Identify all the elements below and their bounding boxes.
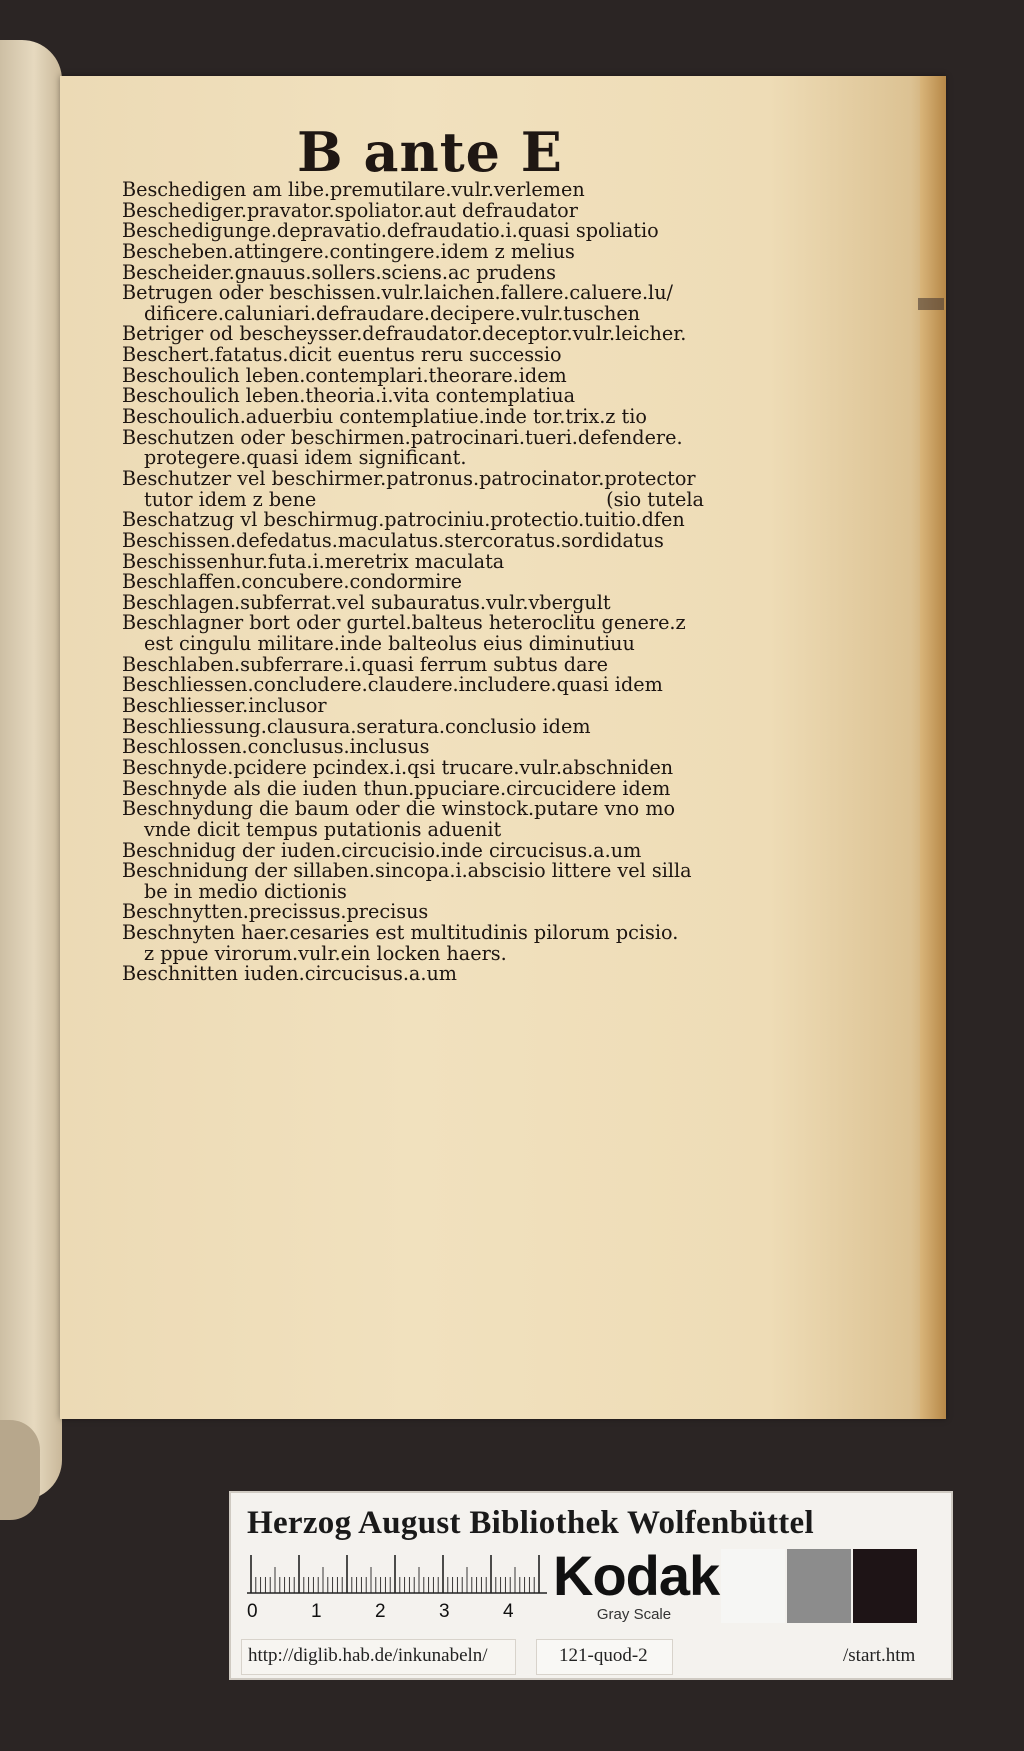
entry-line	[122, 861, 762, 882]
color-reference-card	[229, 1491, 953, 1680]
entry-line	[122, 902, 762, 923]
entry-line	[122, 572, 762, 593]
entry-line	[122, 799, 762, 820]
adjacent-page-corner	[0, 1420, 40, 1520]
entry-line	[122, 737, 762, 758]
item-id: 121-quod-2	[559, 1645, 648, 1666]
entry-line	[122, 923, 762, 944]
entry-text: Beschnidug der iuden.circucisio.inde circucisus.a.um	[122, 840, 642, 862]
entry-text: Beschoulich.aduerbiu contemplatiue.inde tor.trix.z tio	[122, 407, 647, 428]
entry-text: Beschutzen oder beschirmen.patrocinari.tueri.defendere.	[122, 427, 683, 449]
entry-text: Beschedigen am libe.premutilare.vulr.verlemen	[122, 180, 585, 201]
entry-line	[122, 655, 762, 676]
entry-line	[122, 841, 762, 862]
entry-line	[122, 531, 762, 552]
entry-line	[122, 469, 762, 490]
entry-text: Beschnidung der sillaben.sincopa.i.abscisio littere vel silla	[122, 861, 692, 882]
entry-text: Beschissen.defedatus.maculatus.stercoratus.sordidatus	[122, 530, 664, 552]
url-row	[231, 1639, 951, 1677]
entry-line	[122, 304, 762, 325]
entry-line	[122, 201, 762, 222]
page-edge-mark	[918, 298, 944, 310]
entry-line	[122, 634, 762, 655]
entry-text: Beschert.fatatus.dicit euentus reru successio	[122, 345, 562, 366]
entry-line	[122, 944, 762, 965]
entry-text: protegere.quasi idem significant.	[144, 448, 467, 469]
ruler-number: 4	[503, 1601, 514, 1622]
ruler-numbers	[247, 1601, 557, 1625]
gray-scale-label: Gray Scale	[596, 1606, 672, 1623]
entry-right-text: (sio tutela	[606, 489, 704, 511]
adjacent-page-edge	[0, 40, 62, 1500]
entry-text: Beschnydung die baum oder die winstock.putare vno mo	[122, 799, 676, 820]
ruler-number: 3	[439, 1601, 450, 1622]
entry-line	[122, 324, 762, 345]
entry-text: Beschlaffen.concubere.condormire	[122, 572, 462, 593]
entry-line	[122, 696, 762, 717]
entry-text: be in medio dictionis	[144, 881, 347, 903]
entry-line	[122, 613, 762, 634]
book-page	[60, 76, 946, 1419]
gray-swatch-mid	[787, 1549, 851, 1623]
entry-line	[122, 386, 762, 407]
entry-text: Beschissenhur.futa.i.meretrix maculata	[122, 551, 505, 573]
entry-text: vnde dicit tempus putationis aduenit	[144, 819, 502, 841]
entry-text: Beschoulich leben.contemplari.theorare.idem	[122, 365, 567, 387]
entry-line	[122, 345, 762, 366]
entry-line	[122, 428, 762, 449]
entry-line	[122, 820, 762, 841]
entry-text: Beschnytten.precissus.precisus	[122, 902, 429, 924]
entry-line	[122, 283, 762, 304]
entry-text: z ppue virorum.vulr.ein locken haers.	[144, 943, 507, 965]
entry-line	[122, 593, 762, 614]
entry-text: tutor idem z bene	[144, 489, 317, 511]
entry-line	[122, 675, 762, 696]
entry-text: dificere.caluniari.defraudare.decipere.vulr.tuschen	[144, 303, 641, 325]
entry-text: Betrugen oder beschissen.vulr.laichen.fallere.caluere.lu/	[122, 283, 674, 304]
entry-text: Beschlagen.subferrat.vel subauratus.vulr.vbergult	[122, 592, 611, 614]
entry-line	[122, 490, 704, 511]
entry-line	[122, 717, 762, 738]
entry-text: Beschlossen.conclusus.inclusus	[122, 737, 430, 758]
ruler-number: 0	[247, 1601, 258, 1622]
entry-text: Beschnyde.pcidere pcindex.i.qsi trucare.vulr.abschniden	[122, 757, 674, 779]
entry-line	[122, 221, 762, 242]
entry-line	[122, 882, 762, 903]
url-suffix: /start.htm	[843, 1645, 916, 1666]
entry-text: Betriger od bescheysser.defraudator.deceptor.vulr.leicher.	[122, 324, 687, 346]
gray-swatch-white	[721, 1549, 785, 1623]
entry-text: Beschedigunge.depravatio.defraudatio.i.quasi spoliatio	[122, 221, 659, 242]
entry-line	[122, 242, 762, 263]
ruler-number: 2	[375, 1601, 386, 1622]
entry-line	[122, 180, 762, 201]
gray-swatch-black	[853, 1549, 917, 1623]
library-name: Herzog August Bibliothek Wolfenbüttel	[247, 1505, 814, 1541]
entry-line	[122, 407, 762, 428]
entry-line	[122, 263, 762, 284]
kodak-logo: Kodak	[553, 1544, 720, 1607]
entry-text: Beschlaben.subferrare.i.quasi ferrum subtus dare	[122, 654, 609, 676]
entry-line	[122, 366, 762, 387]
entry-line	[122, 552, 762, 573]
entry-text: Beschutzer vel beschirmer.patronus.patrocinator.protector	[122, 468, 696, 490]
entry-line	[122, 964, 762, 985]
ruler-scale	[247, 1555, 547, 1595]
entry-line	[122, 448, 762, 469]
entry-text: Bescheider.gnauus.sollers.sciens.ac prudens	[122, 262, 556, 284]
entry-text: Beschatzug vl beschirmug.patrociniu.protectio.tuitio.dfen	[122, 510, 685, 531]
entry-text: Beschnitten iuden.circucisus.a.um	[122, 964, 458, 985]
entry-text: Beschliessung.clausura.seratura.conclusio idem	[122, 716, 591, 738]
entry-line	[122, 779, 762, 800]
page-fore-edge	[920, 76, 946, 1419]
url-prefix[interactable]: http://diglib.hab.de/inkunabeln/	[248, 1645, 488, 1666]
entry-line	[122, 510, 762, 531]
entry-text: Beschnyde als die iuden thun.ppuciare.circucidere idem	[122, 778, 671, 800]
entry-text: Beschediger.pravator.spoliator.aut defraudator	[122, 200, 578, 222]
dictionary-entries	[122, 180, 762, 985]
entry-text: Beschliesser.inclusor	[122, 696, 327, 717]
entry-text: Beschnyten haer.cesaries est multitudinis pilorum pcisio.	[122, 923, 679, 944]
entry-text: est cingulu militare.inde balteolus eius diminutiuu	[144, 634, 635, 655]
entry-text: Beschoulich leben.theoria.i.vita contemplatiua	[122, 386, 576, 408]
entry-text: Beschliessen.concludere.claudere.includere.quasi idem	[122, 675, 663, 697]
entry-line	[122, 758, 762, 779]
entry-text: Bescheben.attingere.contingere.idem z melius	[122, 241, 575, 263]
entry-text: Beschlagner bort oder gurtel.balteus heteroclitu genere.z	[122, 613, 686, 635]
ruler-number: 1	[311, 1601, 322, 1622]
page-heading: B ante E	[297, 120, 563, 184]
